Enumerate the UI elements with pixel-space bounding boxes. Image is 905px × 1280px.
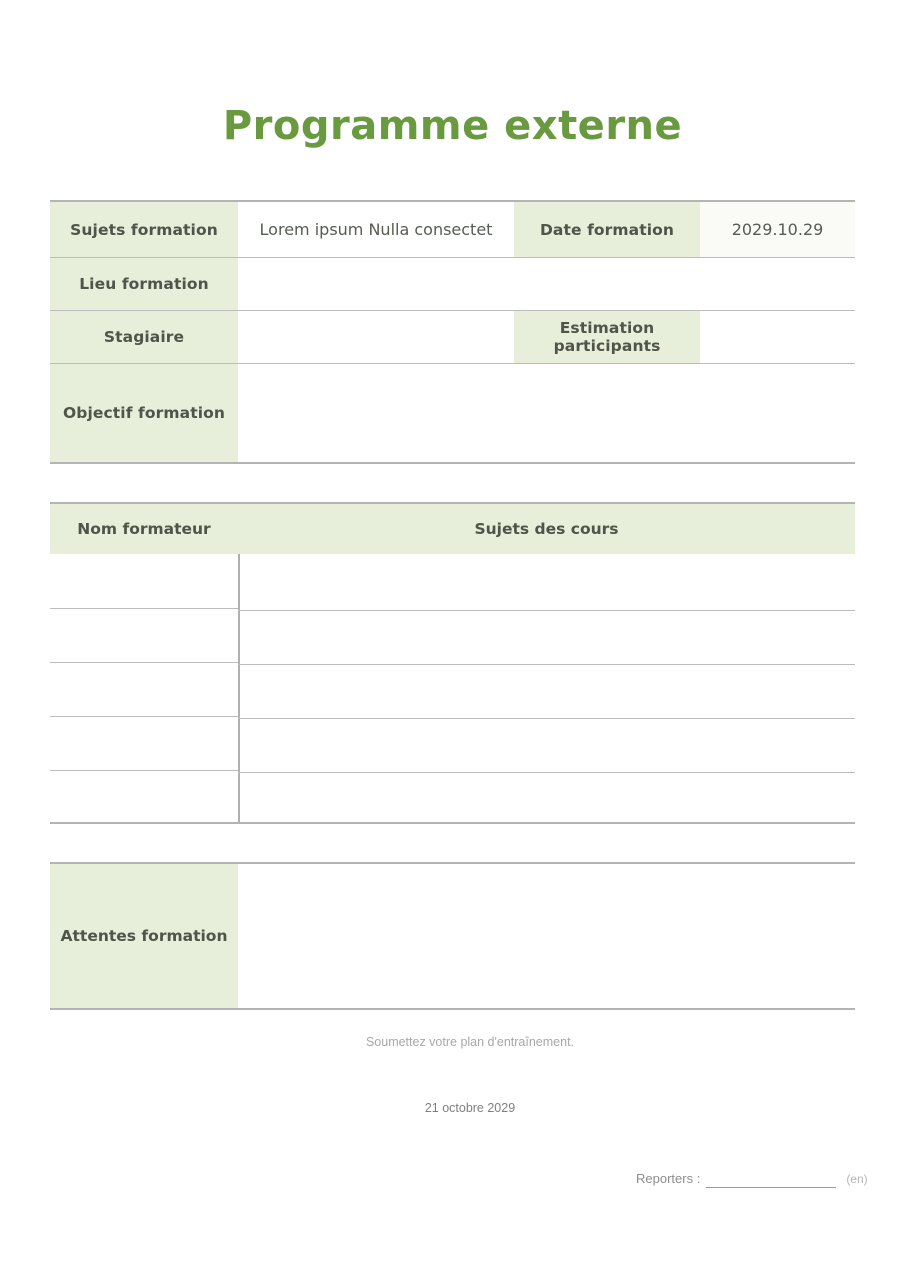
label-stagiaire: Stagiaire: [50, 311, 238, 363]
footer-note: Soumettez votre plan d'entraînement.: [365, 1035, 575, 1049]
reporters-label: Reporters :: [636, 1171, 701, 1186]
expectations-table: [50, 862, 855, 1010]
trainer-subjects-3[interactable]: [238, 665, 855, 718]
trainer-subjects-5[interactable]: [238, 773, 855, 822]
table-bottom-rule: [50, 462, 855, 464]
label-estimation-participants: Estimation participants: [514, 311, 700, 363]
value-objectif-formation[interactable]: [238, 364, 855, 462]
label-lieu-formation: Lieu formation: [50, 258, 238, 310]
trainer-subjects-2[interactable]: [238, 611, 855, 664]
trainer-name-2[interactable]: [50, 609, 238, 662]
trainers-table: [50, 502, 855, 824]
trainer-subjects-4[interactable]: [238, 719, 855, 772]
reporters-input[interactable]: [706, 1170, 836, 1188]
reporters-field: [636, 1170, 868, 1188]
trainer-name-4[interactable]: [50, 717, 238, 770]
label-attentes-formation: Attentes formation: [50, 864, 238, 1008]
trainer-name-1[interactable]: [50, 554, 238, 608]
value-lieu-formation[interactable]: [238, 258, 855, 310]
label-sujets-formation: Sujets formation: [50, 202, 238, 257]
label-objectif-formation: Objectif formation: [50, 364, 238, 462]
footer-date: 21 octobre 2029: [424, 1101, 516, 1115]
expectations-bottom-rule: [50, 1008, 855, 1010]
reporters-language-suffix: (en): [846, 1172, 868, 1186]
trainer-name-3[interactable]: [50, 663, 238, 716]
value-sujets-formation[interactable]: Lorem ipsum Nulla consectet: [259, 220, 493, 239]
value-estimation-participants[interactable]: [700, 311, 855, 363]
trainer-subjects-1[interactable]: [238, 556, 855, 610]
value-attentes-formation[interactable]: [238, 864, 855, 1008]
header-nom-formateur: Nom formateur: [50, 504, 238, 554]
page-title: Programme externe: [222, 103, 683, 149]
value-stagiaire[interactable]: [238, 311, 514, 363]
trainer-name-5[interactable]: [50, 771, 238, 822]
info-table: [50, 200, 855, 464]
value-date-formation[interactable]: 2029.10.29: [700, 202, 855, 257]
label-date-formation: Date formation: [514, 202, 700, 257]
trainers-bottom-rule: [50, 822, 855, 824]
header-sujets-des-cours: Sujets des cours: [238, 504, 855, 554]
